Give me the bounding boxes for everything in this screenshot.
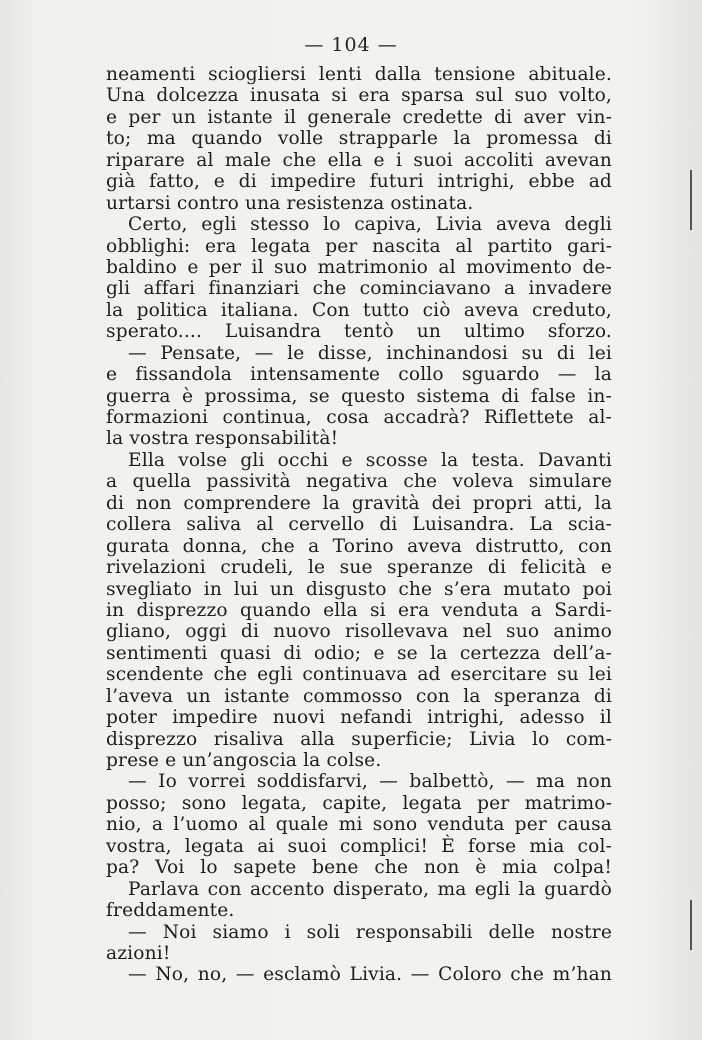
page-edge-mark: [690, 900, 692, 950]
text-line: neamenti sciogliersi lenti dalla tensione abituale.: [106, 64, 612, 85]
text-line: freddamente.: [106, 900, 235, 922]
text-line: svegliato in lui un disgusto che s’era mutato poi: [106, 578, 612, 600]
text-line: to; ma quando volle strapparle la promessa di: [106, 128, 612, 150]
text-line: obblighi: era legata per nascita al partito gari-: [106, 235, 612, 257]
text-line: in disprezzo quando ella si era venduta a Sardi-: [106, 599, 612, 621]
text-line: Ella volse gli occhi e scosse la testa. Davanti: [128, 449, 612, 471]
text-line: — Noi siamo i soli responsabili delle nostre: [128, 921, 612, 943]
text-line: la vostra responsabilità!: [106, 428, 339, 450]
text-line: pa? Voi lo sapete bene che non è mia colpa!: [106, 857, 612, 879]
text-line: già fatto, e di impedire futuri intrighi, ebbe ad: [106, 171, 612, 193]
body-text: [106, 64, 612, 986]
page-number: — 104 —: [304, 34, 398, 56]
text-line: sperato.... Luisandra tentò un ultimo sforzo.: [106, 321, 612, 343]
text-line: l’aveva un istante commosso con la speranza di: [106, 685, 612, 707]
text-line: baldino e per il suo matrimonio al movimento de-: [106, 256, 612, 278]
text-line: prese e un’angoscia la colse.: [106, 750, 382, 771]
text-line: disprezzo risaliva alla superficie; Livia lo com-: [106, 728, 612, 750]
text-line: scendente che egli continuava ad esercitare su lei: [106, 664, 612, 686]
text-line: gurata donna, che a Torino aveva distrutto, con: [106, 535, 612, 557]
text-line: urtarsi contro una resistenza ostinata.: [106, 192, 474, 214]
text-line: gliano, oggi di nuovo risollevava nel suo animo: [106, 621, 612, 643]
text-line: nio, a l’uomo al quale mi sono venduta per causa: [106, 814, 612, 836]
text-line: e fissandola intensamente collo sguardo — la: [106, 364, 612, 386]
text-line: riparare al male che ella e i suoi accoliti avevan: [106, 149, 612, 171]
text-line: posso; sono legata, capite, legata per matrimo-: [106, 792, 612, 814]
text-line: — Io vorrei soddisfarvi, — balbettò, — ma non: [128, 771, 612, 793]
text-line: collera saliva al cervello di Luisandra. La scia-: [106, 514, 612, 536]
text-line: — No, no, — esclamò Livia. — Coloro che m’han: [128, 964, 612, 986]
text-line: formazioni continua, cosa accadrà? Riflettete al-: [106, 407, 612, 428]
text-line: azioni!: [106, 942, 171, 964]
text-line: a quella passività negativa che voleva simulare: [106, 471, 612, 493]
text-line: sentimenti quasi di odio; e se la certezza dell’a-: [106, 642, 612, 664]
text-line: Parlava con accento disperato, ma egli la guardò: [128, 878, 612, 900]
text-line: la politica italiana. Con tutto ciò aveva creduto,: [106, 299, 612, 321]
page-edge-mark: [690, 170, 692, 230]
text-line: guerra è prossima, se questo sistema di false in-: [106, 385, 612, 407]
text-line: Una dolcezza inusata si era sparsa sul suo volto,: [106, 85, 612, 107]
text-line: gli affari finanziari che cominciavano a invadere: [106, 278, 612, 300]
text-line: vostra, legata ai suoi complici! È forse mia col-: [106, 835, 612, 857]
text-line: e per un istante il generale credette di aver vin-: [106, 106, 612, 128]
text-line: rivelazioni crudeli, le sue speranze di felicità e: [106, 557, 612, 579]
text-line: di non comprendere la gravità dei propri atti, la: [106, 492, 612, 514]
text-line: poter impedire nuovi nefandi intrighi, adesso il: [106, 707, 612, 729]
text-line: Certo, egli stesso lo capiva, Livia aveva degli: [128, 214, 612, 236]
text-line: — Pensate, — le disse, inchinandosi su di lei: [128, 342, 612, 364]
